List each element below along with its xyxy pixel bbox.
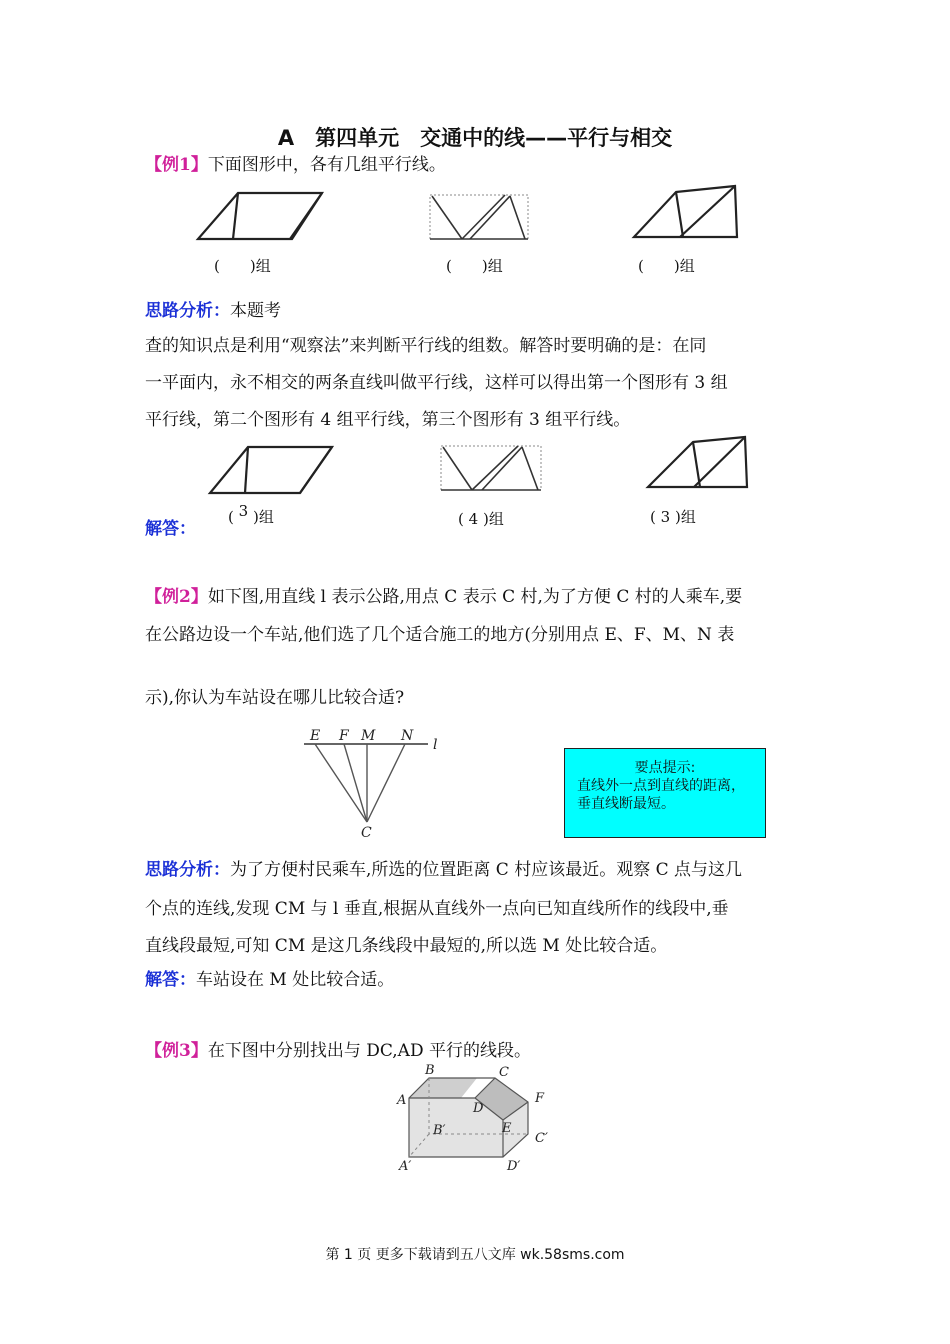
- answer-blank-3: ( 3 )组: [650, 508, 696, 526]
- answer-figure-1: [210, 447, 332, 493]
- example1-analysis: 思路分析：本题考: [145, 301, 281, 321]
- answer-figure-3: [648, 437, 747, 487]
- answer-figure-2: [441, 446, 541, 490]
- example2-answer: 解答：车站设在 M 处比较合适。: [145, 970, 395, 990]
- line-l-label: l: [433, 737, 438, 753]
- figure2-blank: ( )组: [446, 257, 503, 275]
- vertex-a-label: A: [397, 1093, 407, 1108]
- example1-figure-2: [430, 195, 528, 239]
- example3-tag: 【例3】: [145, 1041, 208, 1061]
- example2-analysis-line-2: 直线段最短,可知 CM 是这几条线段中最短的,所以选 M 处比较合适。: [145, 936, 668, 956]
- vertex-b-prime-label: B′: [433, 1123, 446, 1138]
- answer-blank-1: ( 3 )组: [228, 502, 274, 526]
- example1-analysis-line-1: 查的知识点是利用“观察法”来判断平行线的组数。解答时要明确的是：在同: [145, 336, 707, 356]
- example1-analysis-line-3: 平行线，第二个图形有 4 组平行线，第三个图形有 3 组平行线。: [145, 410, 631, 430]
- example2-line-3: 示),你认为车站设在哪儿比较合适?: [145, 688, 405, 708]
- vertex-d-prime-label: D′: [507, 1159, 521, 1174]
- point-m-label: M: [361, 728, 376, 744]
- page-footer: 第 1 页 更多下载请到五八文库 wk.58sms.com: [325, 1247, 625, 1263]
- example1-tag: 【例1】: [145, 155, 208, 175]
- figure3-blank: ( )组: [638, 257, 695, 275]
- vertex-d-label: D: [473, 1101, 484, 1116]
- vertex-f-label: F: [535, 1091, 545, 1106]
- answer-blank-2: ( 4 )组: [458, 510, 504, 528]
- vertex-c-prime-label: C′: [535, 1131, 548, 1146]
- prism-diagram: [395, 1062, 565, 1182]
- analysis-label: 思路分析：: [145, 860, 230, 880]
- example1-question-text: 下面图形中，各有几组平行线。: [207, 155, 446, 175]
- example2-analysis-line-1: 个点的连线,发现 CM 与 l 垂直,根据从直线外一点向已知直线所作的线段中,垂: [145, 899, 729, 919]
- tip-title: 要点提示:: [634, 760, 696, 776]
- example2-analysis: 思路分析：为了方便村民乘车,所选的位置距离 C 村应该最近。观察 C 点与这几: [145, 860, 743, 880]
- example2-tag: 【例2】: [145, 587, 208, 607]
- example1-figure-1: [198, 193, 322, 239]
- example1-answer-label: 解答：: [145, 519, 196, 539]
- example3-question: 【例3】在下图中分别找出与 DC,AD 平行的线段。: [145, 1041, 531, 1061]
- vertex-e-label: E: [502, 1121, 512, 1136]
- figure1-blank: ( )组: [214, 257, 271, 275]
- example1-analysis-line-2: 一平面内，永不相交的两条直线叫做平行线，这样可以得出第一个图形有 3 组: [145, 373, 728, 393]
- vertex-c-label: C: [499, 1065, 509, 1080]
- point-n-label: N: [401, 728, 414, 744]
- point-c-label: C: [361, 825, 372, 841]
- vertex-b-label: B: [425, 1063, 435, 1078]
- vertex-a-prime-label: A′: [399, 1159, 412, 1174]
- example1-figure-3: [634, 186, 737, 237]
- road-diagram: [300, 722, 460, 844]
- tip-box: [564, 748, 766, 838]
- answer-label: 解答：: [145, 970, 196, 990]
- point-f-label: F: [339, 728, 349, 744]
- example2-line-1: 【例2】如下图,用直线 l 表示公路,用点 C 表示 C 村,为了方便 C 村的人乘车,要: [145, 587, 743, 607]
- example2-line-2: 在公路边设一个车站,他们选了几个适合施工的地方(分别用点 E、F、M、N 表: [145, 625, 735, 645]
- page-title: A 第四单元 交通中的线——平行与相交: [277, 126, 673, 150]
- point-e-label: E: [310, 728, 321, 744]
- tip-body: 直线外一点到直线的距离，垂直线断最短。: [577, 778, 745, 812]
- analysis-label: 思路分析：: [145, 301, 230, 321]
